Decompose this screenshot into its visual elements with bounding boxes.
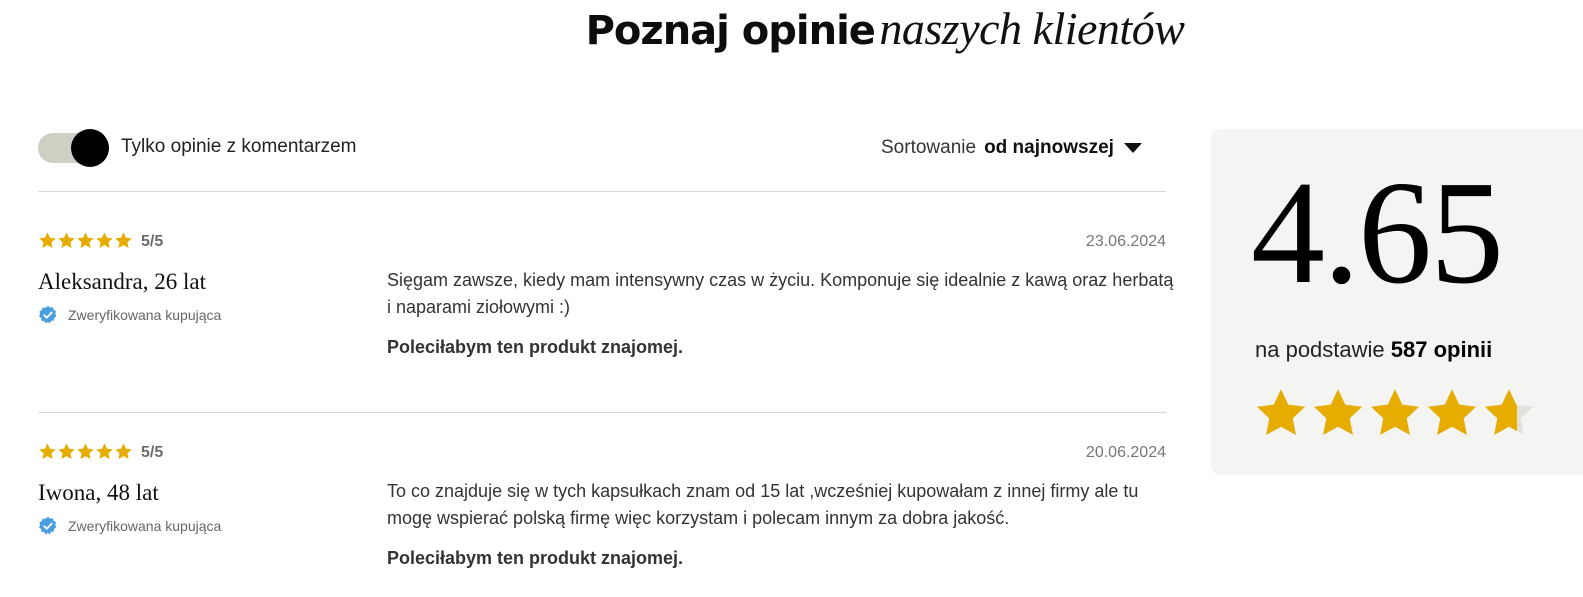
star-fill xyxy=(1310,385,1366,441)
verified-label: Zweryfikowana kupująca xyxy=(68,518,222,534)
toggle-label[interactable]: Tylko opinie z komentarzem xyxy=(121,136,357,157)
star-icon xyxy=(76,231,95,250)
rating-basis xyxy=(1255,337,1492,363)
verified-check-icon xyxy=(38,516,58,536)
divider xyxy=(38,191,1166,192)
star-fill xyxy=(1424,385,1480,441)
sort-value: od najnowszej xyxy=(984,137,1114,158)
review-recommendation: Poleciłabym ten produkt znajomej. xyxy=(387,337,684,357)
review-score: 5/5 xyxy=(141,233,164,250)
basis-prefix: na podstawie xyxy=(1255,337,1385,362)
review-date: 20.06.2024 xyxy=(1085,444,1166,461)
sort-label: Sortowanie xyxy=(881,137,977,158)
review-author: Iwona, 48 lat xyxy=(38,480,159,505)
star-fill xyxy=(1253,385,1309,441)
star-icon xyxy=(95,442,114,461)
star-icon xyxy=(38,231,57,250)
average-rating: 4.65 xyxy=(1251,151,1502,315)
rating-star xyxy=(1310,385,1366,441)
review-recommendation: Poleciłabym ten produkt znajomej. xyxy=(387,548,684,568)
star-fill xyxy=(1367,385,1423,441)
review-rating-stars xyxy=(38,231,133,250)
star-icon xyxy=(1424,385,1480,441)
star-icon xyxy=(57,442,76,461)
average-rating-stars xyxy=(1253,385,1538,441)
rating-star xyxy=(1367,385,1423,441)
star-icon xyxy=(114,442,133,461)
review-date: 23.06.2024 xyxy=(1085,233,1166,250)
star-icon xyxy=(57,231,76,250)
star-icon xyxy=(38,442,57,461)
review-rating-stars xyxy=(38,442,133,461)
review-author: Aleksandra, 26 lat xyxy=(38,269,206,294)
page-title xyxy=(0,2,1583,55)
rating-star xyxy=(1253,385,1309,441)
star-icon xyxy=(1310,385,1366,441)
star-icon xyxy=(1253,385,1309,441)
star-icon xyxy=(76,442,95,461)
rating-summary-card xyxy=(1211,129,1583,475)
caret-down-icon xyxy=(1124,143,1142,153)
star-icon xyxy=(1367,385,1423,441)
verified-label: Zweryfikowana kupująca xyxy=(68,307,222,323)
rating-star xyxy=(1424,385,1480,441)
basis-count: 587 opinii xyxy=(1390,337,1493,362)
title-italic: naszych klientów xyxy=(879,3,1185,54)
review-score: 5/5 xyxy=(141,444,164,461)
verified-badge xyxy=(38,305,221,325)
divider xyxy=(38,412,1166,413)
review-text: Sięgam zawsze, kiedy mam intensywny czas w życiu. Komponuje się idealnie z kawą oraz herbatą i naparami ziołowymi :) xyxy=(387,270,1174,317)
sort-dropdown[interactable] xyxy=(881,137,1142,159)
rating-star xyxy=(1481,385,1537,441)
star-icon xyxy=(95,231,114,250)
verified-check-icon xyxy=(38,305,58,325)
toggle-knob xyxy=(71,129,109,167)
review-text: To co znajduje się w tych kapsułkach znam od 15 lat ,wcześniej kupowałam z innej firmy ale tu mogę wspierać polską firmę więc korzystam i polecam innym za dobra jakość. xyxy=(387,481,1139,528)
title-bold: Poznaj opinie xyxy=(585,8,875,54)
star-fill xyxy=(1481,385,1517,441)
star-icon xyxy=(114,231,133,250)
comments-only-toggle[interactable] xyxy=(38,129,110,167)
verified-badge xyxy=(38,516,221,536)
star-icon xyxy=(1481,385,1517,441)
